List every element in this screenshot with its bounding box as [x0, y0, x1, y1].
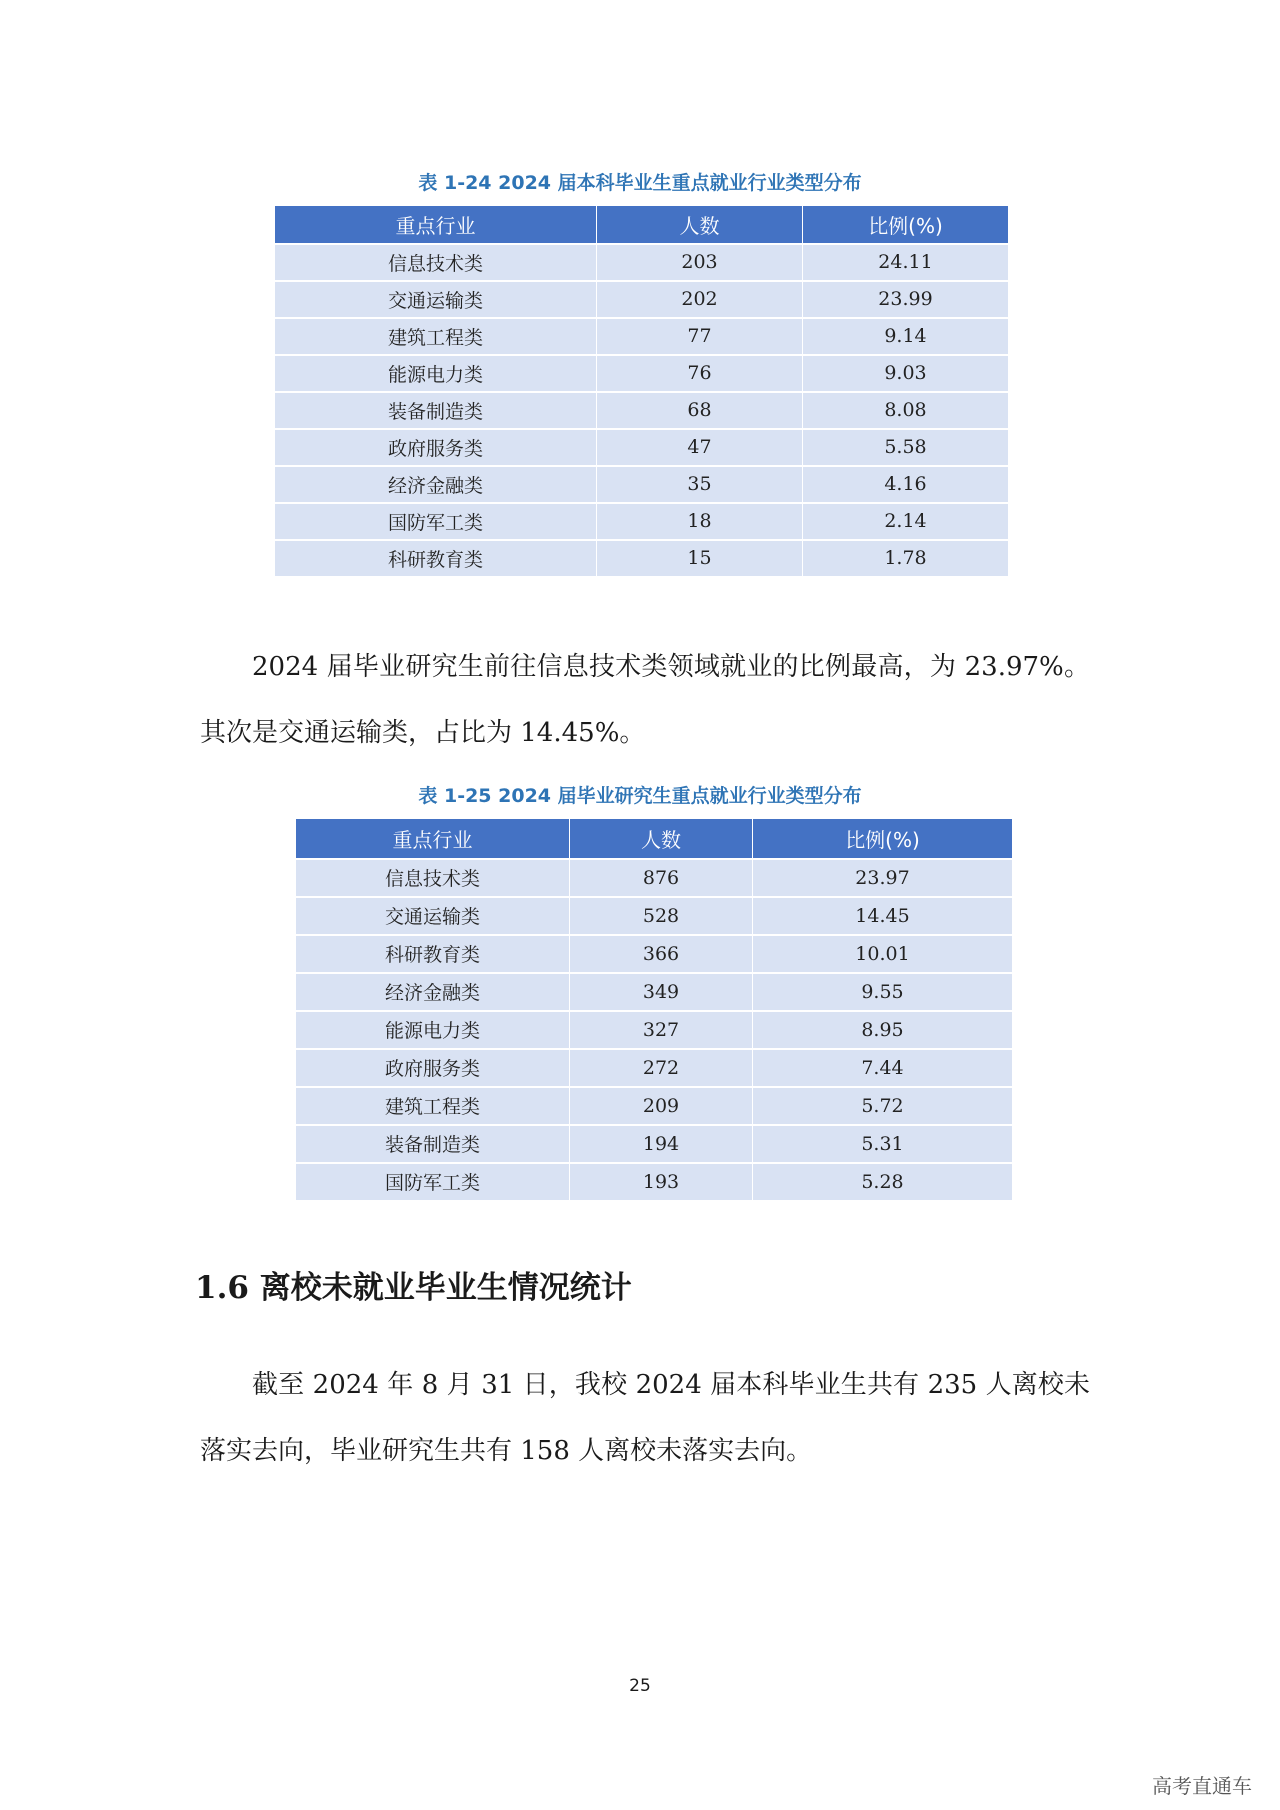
table-cell: 5.72: [753, 1087, 1013, 1125]
table-row: [275, 503, 1009, 540]
table-cell: 8.08: [803, 392, 1009, 429]
column-header: 重点行业: [296, 819, 570, 859]
table-cell: 77: [597, 318, 803, 355]
table-cell: 交通运输类: [275, 281, 597, 318]
table-cell: 5.31: [753, 1125, 1013, 1163]
table-undergraduate-industry: [274, 205, 1009, 577]
table-row: [296, 1049, 1013, 1087]
table-cell: 5.28: [753, 1163, 1013, 1201]
table-cell: 203: [597, 244, 803, 281]
table-cell: 4.16: [803, 466, 1009, 503]
table-row: [275, 466, 1009, 503]
table-cell: 18: [597, 503, 803, 540]
section-heading: 1.6 离校未就业毕业生情况统计: [195, 1270, 632, 1306]
table-cell: 35: [597, 466, 803, 503]
table-row: [275, 392, 1009, 429]
watermark: 高考直通车: [1152, 1774, 1252, 1798]
table-graduate-industry: [295, 818, 1013, 1201]
table-cell: 7.44: [753, 1049, 1013, 1087]
table-cell: 政府服务类: [275, 429, 597, 466]
table-cell: 政府服务类: [296, 1049, 570, 1087]
column-header: 重点行业: [275, 206, 597, 244]
table-cell: 信息技术类: [296, 859, 570, 897]
table-cell: 15: [597, 540, 803, 577]
table-row: [296, 973, 1013, 1011]
table-cell: 193: [570, 1163, 753, 1201]
table-cell: 经济金融类: [296, 973, 570, 1011]
column-header: 人数: [597, 206, 803, 244]
table-cell: 202: [597, 281, 803, 318]
table-cell: 327: [570, 1011, 753, 1049]
column-header: 人数: [570, 819, 753, 859]
table-cell: 9.55: [753, 973, 1013, 1011]
table-row: [275, 429, 1009, 466]
column-header: 比例(%): [753, 819, 1013, 859]
table-row: [275, 355, 1009, 392]
table-cell: 经济金融类: [275, 466, 597, 503]
table-2-caption: 表 1-25 2024 届毕业研究生重点就业行业类型分布: [418, 785, 862, 807]
table-cell: 349: [570, 973, 753, 1011]
table-row: [296, 1163, 1013, 1201]
table-cell: 科研教育类: [296, 935, 570, 973]
table-cell: 23.99: [803, 281, 1009, 318]
table-cell: 1.78: [803, 540, 1009, 577]
table-cell: 68: [597, 392, 803, 429]
table-cell: 装备制造类: [275, 392, 597, 429]
table-cell: 876: [570, 859, 753, 897]
column-header: 比例(%): [803, 206, 1009, 244]
table-row: [275, 318, 1009, 355]
table-cell: 76: [597, 355, 803, 392]
table-cell: 科研教育类: [275, 540, 597, 577]
table-row: [296, 859, 1013, 897]
table-row: [275, 281, 1009, 318]
table-cell: 信息技术类: [275, 244, 597, 281]
table-cell: 国防军工类: [275, 503, 597, 540]
table-cell: 47: [597, 429, 803, 466]
table-cell: 23.97: [753, 859, 1013, 897]
table-cell: 10.01: [753, 935, 1013, 973]
table-cell: 装备制造类: [296, 1125, 570, 1163]
table-row: [296, 1125, 1013, 1163]
table-row: [275, 540, 1009, 577]
table-cell: 194: [570, 1125, 753, 1163]
table-1-caption: 表 1-24 2024 届本科毕业生重点就业行业类型分布: [418, 172, 862, 194]
table-cell: 能源电力类: [296, 1011, 570, 1049]
table-cell: 528: [570, 897, 753, 935]
table-row: [296, 1011, 1013, 1049]
table-cell: 272: [570, 1049, 753, 1087]
table-cell: 8.95: [753, 1011, 1013, 1049]
table-cell: 366: [570, 935, 753, 973]
table-cell: 建筑工程类: [275, 318, 597, 355]
table-cell: 交通运输类: [296, 897, 570, 935]
paragraph-graduate-summary: 2024 届毕业研究生前往信息技术类领域就业的比例最高，为 23.97%。其次是交通运输类，占比为 14.45%。: [200, 652, 1090, 748]
table-cell: 9.14: [803, 318, 1009, 355]
table-cell: 9.03: [803, 355, 1009, 392]
table-cell: 209: [570, 1087, 753, 1125]
paragraph-unemployed-summary: 截至 2024 年 8 月 31 日，我校 2024 届本科毕业生共有 235 人离校未落实去向，毕业研究生共有 158 人离校未落实去向。: [200, 1370, 1090, 1466]
table-row: [296, 1087, 1013, 1125]
table-cell: 5.58: [803, 429, 1009, 466]
table-cell: 建筑工程类: [296, 1087, 570, 1125]
table-cell: 14.45: [753, 897, 1013, 935]
table-row: [296, 935, 1013, 973]
table-row: [275, 244, 1009, 281]
page-number: 25: [629, 1676, 651, 1696]
table-cell: 24.11: [803, 244, 1009, 281]
table-cell: 国防军工类: [296, 1163, 570, 1201]
table-cell: 能源电力类: [275, 355, 597, 392]
table-row: [296, 897, 1013, 935]
table-cell: 2.14: [803, 503, 1009, 540]
